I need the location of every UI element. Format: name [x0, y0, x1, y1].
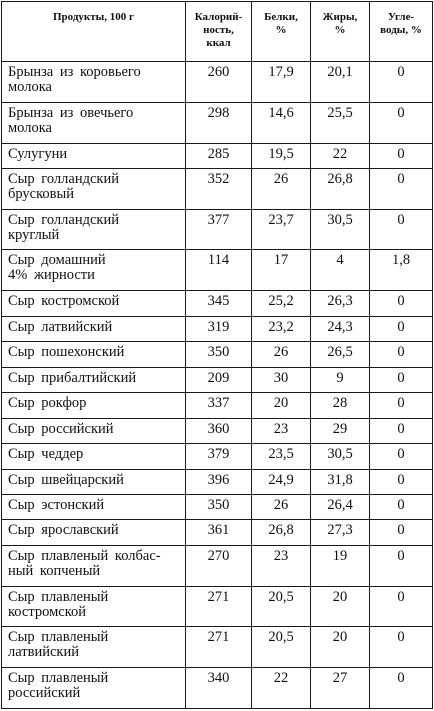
- header-line: Жиры,: [322, 11, 358, 23]
- protein-cell: 26: [252, 342, 311, 367]
- fat-cell: 22: [311, 143, 370, 168]
- product-name-line: круглый: [8, 226, 60, 243]
- calories-cell: 379: [186, 444, 252, 469]
- carbs-cell: 0: [370, 627, 433, 668]
- product-name-cell: [2, 520, 186, 545]
- table-row: [2, 627, 433, 668]
- fat-cell: 26,8: [311, 168, 370, 209]
- product-name-line: Сулугуни: [8, 145, 68, 162]
- product-name-cell: [2, 102, 186, 143]
- fat-cell: 26,4: [311, 494, 370, 519]
- header-line: Белки,: [264, 11, 298, 23]
- calories-cell: 352: [186, 168, 252, 209]
- carbs-cell: 0: [370, 494, 433, 519]
- calories-cell: 377: [186, 209, 252, 250]
- product-name-line: Брынза из коровьего: [8, 64, 141, 80]
- product-name-cell: [2, 209, 186, 250]
- table-row: [2, 209, 433, 250]
- calories-cell: 340: [186, 668, 252, 709]
- calories-cell: 350: [186, 494, 252, 519]
- fat-cell: 31,8: [311, 469, 370, 494]
- header-line: воды, %: [380, 24, 422, 36]
- protein-cell: 26: [252, 168, 311, 209]
- product-name-line: 4% жирности: [8, 267, 95, 284]
- header-calories: [186, 2, 252, 62]
- fat-cell: 26,3: [311, 291, 370, 316]
- fat-cell: 26,5: [311, 342, 370, 367]
- product-name-cell: [2, 393, 186, 418]
- calories-cell: 271: [186, 627, 252, 668]
- fat-cell: 20: [311, 586, 370, 627]
- table-row: [2, 367, 433, 392]
- fat-cell: 27,3: [311, 520, 370, 545]
- header-product: [2, 2, 186, 62]
- product-name-line: Сыр российский: [8, 420, 114, 437]
- carbs-cell: 0: [370, 209, 433, 250]
- product-name-cell: [2, 494, 186, 519]
- table-row: [2, 418, 433, 443]
- protein-cell: 22: [252, 668, 311, 709]
- fat-cell: 30,5: [311, 444, 370, 469]
- protein-cell: 20: [252, 393, 311, 418]
- product-name-cell: [2, 316, 186, 341]
- protein-cell: 25,2: [252, 291, 311, 316]
- product-name-line: Сыр швейцарский: [8, 471, 124, 488]
- carbs-cell: 0: [370, 62, 433, 103]
- carbs-cell: 0: [370, 393, 433, 418]
- carbs-cell: 0: [370, 520, 433, 545]
- table-row: [2, 586, 433, 627]
- carbs-cell: 0: [370, 418, 433, 443]
- calories-cell: 319: [186, 316, 252, 341]
- product-name-line: Сыр плавленый: [8, 629, 109, 646]
- product-name-line: ный копченый: [8, 562, 101, 579]
- calories-cell: 271: [186, 586, 252, 627]
- protein-cell: 23: [252, 418, 311, 443]
- protein-cell: 23,7: [252, 209, 311, 250]
- product-name-cell: [2, 586, 186, 627]
- header-carbs: [370, 2, 433, 62]
- fat-cell: 19: [311, 545, 370, 586]
- protein-cell: 20,5: [252, 586, 311, 627]
- product-name-cell: [2, 168, 186, 209]
- carbs-cell: 0: [370, 316, 433, 341]
- header-line: Продукты, 100 г: [53, 11, 134, 23]
- product-name-cell: [2, 668, 186, 709]
- protein-cell: 14,6: [252, 102, 311, 143]
- product-name-line: Сыр домашний: [8, 252, 106, 269]
- product-name-cell: [2, 342, 186, 367]
- fat-cell: 25,5: [311, 102, 370, 143]
- protein-cell: 23: [252, 545, 311, 586]
- product-name-cell: [2, 250, 186, 291]
- product-name-line: Сыр плавленый колбас-: [8, 547, 161, 564]
- product-name-cell: [2, 291, 186, 316]
- carbs-cell: 0: [370, 291, 433, 316]
- carbs-cell: 0: [370, 367, 433, 392]
- carbs-cell: 0: [370, 143, 433, 168]
- product-name-cell: [2, 444, 186, 469]
- protein-cell: 19,5: [252, 143, 311, 168]
- fat-cell: 29: [311, 418, 370, 443]
- product-name-line: Сыр костромской: [8, 293, 120, 310]
- table-row: [2, 444, 433, 469]
- product-name-cell: [2, 367, 186, 392]
- product-name-cell: [2, 627, 186, 668]
- calories-cell: 396: [186, 469, 252, 494]
- calories-cell: 209: [186, 367, 252, 392]
- product-name-cell: [2, 143, 186, 168]
- carbs-cell: 0: [370, 469, 433, 494]
- calories-cell: 114: [186, 250, 252, 291]
- product-name-line: российский: [8, 685, 81, 702]
- calories-cell: 285: [186, 143, 252, 168]
- protein-cell: 23,5: [252, 444, 311, 469]
- product-name-line: Сыр латвийский: [8, 318, 113, 335]
- fat-cell: 30,5: [311, 209, 370, 250]
- fat-cell: 24,3: [311, 316, 370, 341]
- product-name-line: Сыр эстонский: [8, 496, 105, 513]
- nutrition-table: [1, 1, 433, 709]
- protein-cell: 30: [252, 367, 311, 392]
- product-name-line: Сыр ярославский: [8, 522, 119, 539]
- product-name-line: Сыр пошехонский: [8, 344, 125, 361]
- carbs-cell: 0: [370, 168, 433, 209]
- product-name-cell: [2, 469, 186, 494]
- header-line: %: [334, 24, 346, 36]
- calories-cell: 345: [186, 291, 252, 316]
- calories-cell: 337: [186, 393, 252, 418]
- carbs-cell: 0: [370, 668, 433, 709]
- carbs-cell: 0: [370, 586, 433, 627]
- product-name-line: молока: [8, 79, 52, 95]
- protein-cell: 26: [252, 494, 311, 519]
- product-name-line: Брынза из овечьего: [8, 104, 134, 121]
- fat-cell: 27: [311, 668, 370, 709]
- table-body: [2, 62, 433, 709]
- header-line: Калорий-: [194, 11, 243, 23]
- product-name-line: Сыр чеддер: [8, 446, 84, 463]
- calories-cell: 260: [186, 62, 252, 103]
- header-protein: [252, 2, 311, 62]
- calories-cell: 360: [186, 418, 252, 443]
- table-row: [2, 250, 433, 291]
- carbs-cell: 0: [370, 342, 433, 367]
- fat-cell: 28: [311, 393, 370, 418]
- table-row: [2, 520, 433, 545]
- table-row: [2, 102, 433, 143]
- product-name-line: Сыр голландский: [8, 211, 119, 228]
- protein-cell: 17: [252, 250, 311, 291]
- calories-cell: 361: [186, 520, 252, 545]
- table-row: [2, 494, 433, 519]
- product-name-line: Сыр рокфор: [8, 395, 87, 412]
- header-line: ккал: [206, 37, 231, 49]
- product-name-line: брусковый: [8, 185, 75, 202]
- protein-cell: 24,9: [252, 469, 311, 494]
- table-row: [2, 168, 433, 209]
- product-name-line: молока: [8, 119, 52, 136]
- product-name-cell: [2, 545, 186, 586]
- table-row: [2, 143, 433, 168]
- protein-cell: 26,8: [252, 520, 311, 545]
- carbs-cell: 1,8: [370, 250, 433, 291]
- table-row: [2, 668, 433, 709]
- carbs-cell: 0: [370, 545, 433, 586]
- header-line: %: [275, 24, 287, 36]
- fat-cell: 9: [311, 367, 370, 392]
- product-name-line: Сыр плавленый: [8, 588, 109, 605]
- header-fat: [311, 2, 370, 62]
- carbs-cell: 0: [370, 444, 433, 469]
- product-name-line: Сыр голландский: [8, 170, 119, 187]
- fat-cell: 20,1: [311, 62, 370, 103]
- calories-cell: 270: [186, 545, 252, 586]
- table-row: [2, 393, 433, 418]
- product-name-line: Сыр прибалтийский: [8, 369, 137, 386]
- table-header-row: [2, 2, 433, 62]
- table-row: [2, 316, 433, 341]
- fat-cell: 4: [311, 250, 370, 291]
- product-name-line: костромской: [8, 603, 87, 620]
- table-row: [2, 469, 433, 494]
- calories-cell: 298: [186, 102, 252, 143]
- calories-cell: 350: [186, 342, 252, 367]
- table-row: [2, 62, 433, 103]
- product-name-cell: [2, 418, 186, 443]
- protein-cell: 17,9: [252, 62, 311, 103]
- fat-cell: 20: [311, 627, 370, 668]
- product-name-cell: [2, 62, 186, 103]
- table-row: [2, 545, 433, 586]
- protein-cell: 23,2: [252, 316, 311, 341]
- product-name-line: Сыр плавленый: [8, 670, 109, 687]
- product-name-line: латвийский: [8, 644, 79, 661]
- header-line: Угле-: [387, 11, 415, 23]
- protein-cell: 20,5: [252, 627, 311, 668]
- carbs-cell: 0: [370, 102, 433, 143]
- table-row: [2, 291, 433, 316]
- header-line: ность,: [203, 24, 234, 36]
- table-row: [2, 342, 433, 367]
